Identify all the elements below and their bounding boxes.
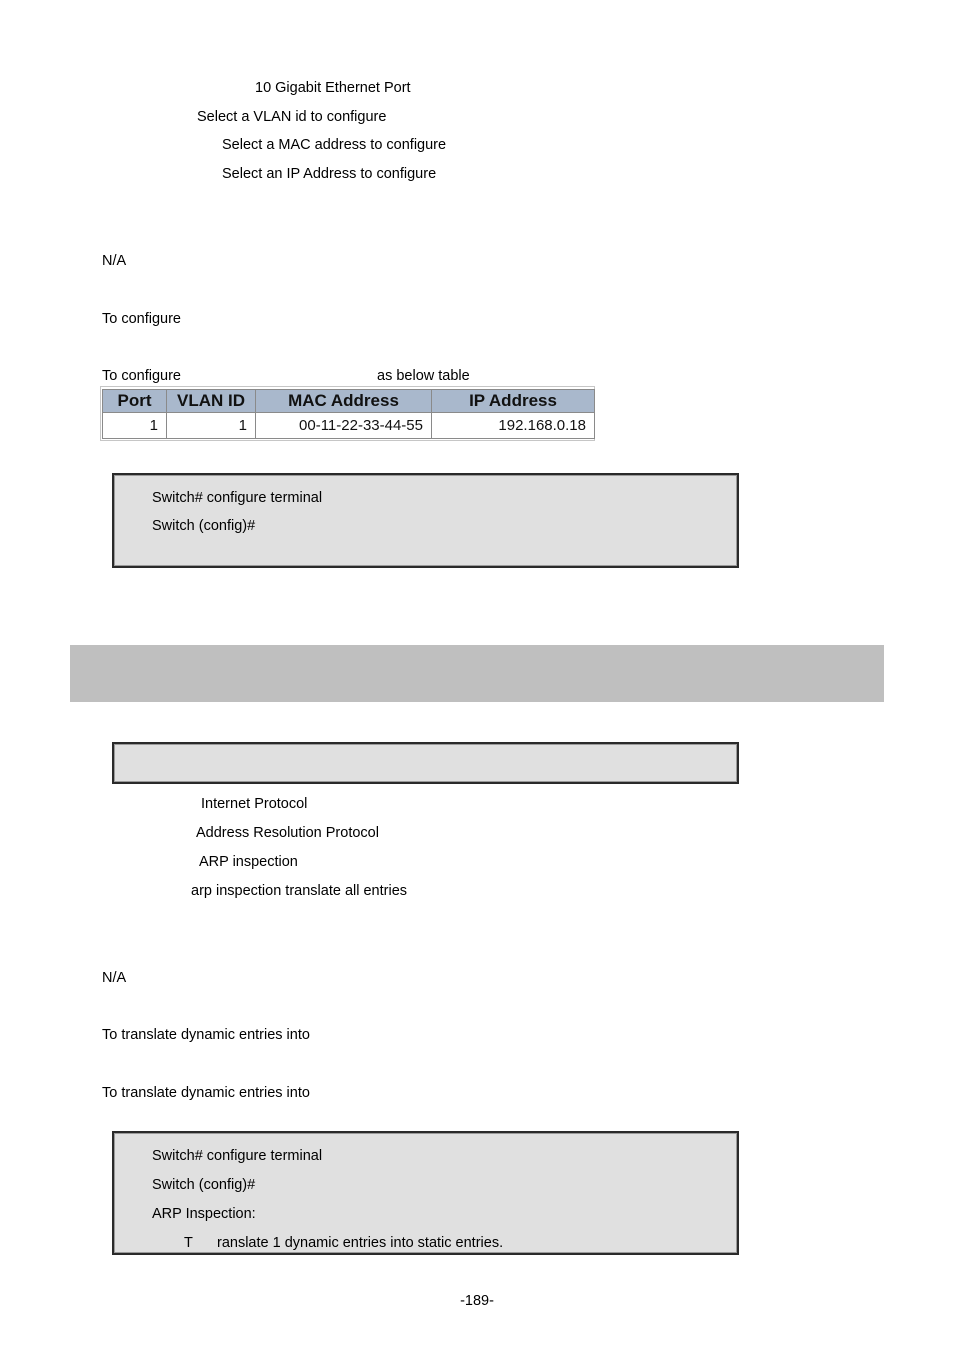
cmd-line: ranslate 1 dynamic entries into static entries. (217, 1235, 504, 1251)
header-port: Port (103, 390, 167, 413)
header-mac-address: MAC Address (256, 390, 432, 413)
param-ip-desc: Select an IP Address to configure (222, 166, 437, 182)
page-number: -189- (460, 1293, 494, 1309)
cmd-line: Switch# configure terminal (152, 490, 323, 506)
cmd-line-prefix: T (184, 1235, 193, 1251)
command-example-box-2 (112, 1131, 739, 1255)
cmd-line: Switch# configure terminal (152, 1148, 323, 1164)
param-mac-desc: Select a MAC address to configure (222, 137, 447, 153)
command-example-box-1 (112, 473, 739, 568)
param-vlan-desc: Select a VLAN id to configure (197, 109, 387, 125)
usage-text-1: To configure (102, 311, 181, 327)
param-arp-protocol: Address Resolution Protocol (196, 825, 379, 841)
param-ip-protocol: Internet Protocol (201, 796, 308, 812)
param-port-desc: 10 Gigabit Ethernet Port (255, 80, 411, 96)
cell-ip-address: 192.168.0.18 (432, 413, 595, 439)
cmd-line: ARP Inspection: (152, 1206, 256, 1222)
example-text-1-suffix: as below table (377, 368, 470, 384)
section-heading-band (70, 645, 884, 702)
cell-port: 1 (103, 413, 167, 439)
param-arp-inspection: ARP inspection (199, 854, 298, 870)
header-vlan-id: VLAN ID (167, 390, 256, 413)
param-translate-entries: arp inspection translate all entries (191, 883, 408, 899)
header-ip-address: IP Address (432, 390, 595, 413)
default-text-2: N/A (102, 970, 127, 986)
cell-vlan-id: 1 (167, 413, 256, 439)
table-row (103, 413, 595, 439)
mac-binding-table (102, 389, 595, 439)
cmd-line: Switch (config)# (152, 1177, 256, 1193)
example-text-1: To configure (102, 368, 181, 384)
cmd-line: Switch (config)# (152, 518, 256, 534)
default-text-1: N/A (102, 253, 127, 269)
command-syntax-box (112, 742, 739, 784)
example-text-2: To translate dynamic entries into (102, 1085, 310, 1101)
cell-mac-address: 00-11-22-33-44-55 (256, 413, 432, 439)
usage-text-2: To translate dynamic entries into (102, 1027, 310, 1043)
table-header-row (103, 390, 595, 413)
